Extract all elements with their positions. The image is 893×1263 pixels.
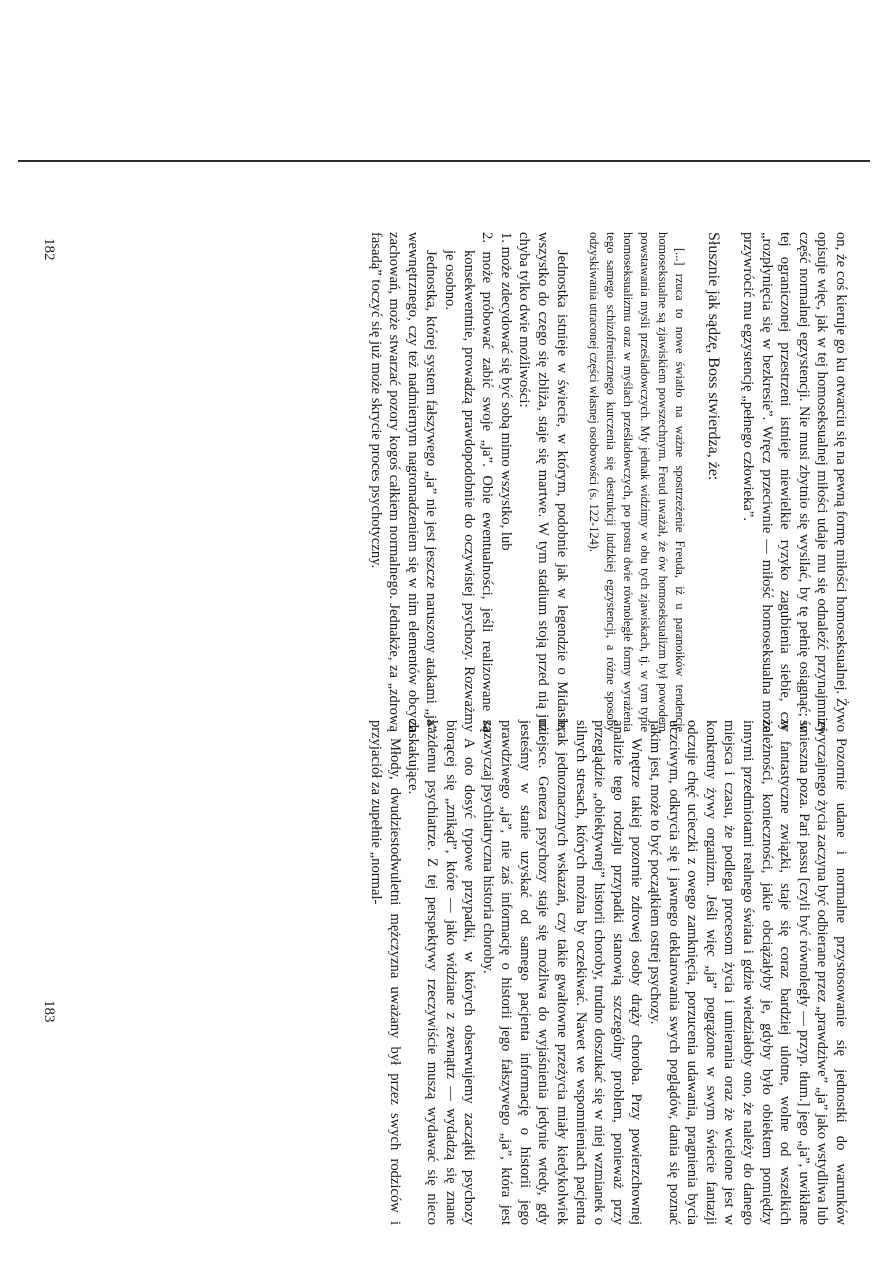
- left-lead-sentence: Słusznie jak sądzę, Boss stwierdza, że:: [705, 232, 723, 481]
- left-page-text: [70, 232, 850, 732]
- right-paragraph-4: Młody, dwudziestodwuletni mężczyzna uważany był przez swych rodziców i przyjaciół za zupełnie „normal-: [368, 720, 403, 1225]
- possibility-item-2: 2. może próbować zabić swoje „ja”. Obie ewentualności, jeśli realizowane są konsekwentnie, prowadzą prawdopodobnie do oczywistej psychozy. Rozważmy je osobno.: [442, 232, 496, 732]
- right-paragraph-2: Wnętrze takiej pozornie zdrowej osoby drąży choroba. Przy powierzchownej analizie tego rodzaju przypadki stanowią szczególny problem, ponieważ przy przeglądzie „obiektywnej” historii choroby, trudno doszukać się w niej wzmianek o silnych stresach, których można by oczekiwać. Nawet we wspomnieniach pacjenta brak jednoznacznych wskazań, czy takie gwałtowne przeżycia miały kiedykolwiek miejsce. Geneza psychozy staje się możliwa do wyjaśnienia jedynie wtedy, gdy jesteśmy w stanie uzyskać od samego pacjenta informację o historii jego prawdziwego „ja”, nie zaś informację o historii jego fałszywego „ja”, która jest zazwyczaj psychiatryczna historia choroby.: [479, 720, 645, 1225]
- left-paragraph-2: Jednostka istnieje w świecie, w którym, podobnie jak w legendzie o Midasie, wszystko do czego się zbliża, staje się martwe. W tym stadium stoją przed nią już chyba tylko dwie możliwości:: [516, 232, 570, 732]
- right-paragraph-3: A oto dosyć typowe przypadki, w których obserwujemy zaczątki psychozy biorącej się „znikąd”, które — jako widziane z zewnątrz — wydadzą się znane każdemu psychiatrze. Z tej perspektywy rzeczywiście muszą wydawać się nieco zaskakujące.: [405, 720, 478, 1225]
- page-number-left: 182: [41, 238, 57, 261]
- right-page-text: [70, 720, 850, 1225]
- possibilities-list: [440, 232, 514, 732]
- left-paragraph-1: on, że coś kieruje go ku otwarciu się na pewną formę miłości homoseksualnej. Żywo opisuje więc, jak w tej homoseksualnej miłości udaje mu się odnaleźć przynajmniej część normalnej egzystencji. Nie musi zbytnio się wysilać, by tę pełnię osiągnąć; w tej ograniczonej przestrzeni istnieje niewielkie ryzyko zagubienia siebie, czy „rozpłynięcia się w bezkresie”. Wręcz przeciwnie — miłość homoseksualna może przywrócić mu egzystencję „pełnego człowieka”.: [740, 232, 849, 732]
- page-number-right: 183: [41, 1000, 57, 1023]
- boss-quotation: [...] rzuca to nowe światło na ważne spostrzeżenie Freuda, iż u paranoików tendencje homoseksualne są zjawiskiem powszechnym. Freud uważał, że ów homoseksualizm był powodem powstawania myśli prześladowczych. My jednak widzimy w obu tych zjawiskach, tj. w tym typie homoseksualizmu oraz w myślach prześladowczych, po prostu dwie równoległe formy wyrażenia tego samego schizofrenicznego kurczenia się destrukcji ludzkiej egzystencji, a różne sposoby odzyskiwania utraconej części własnej osobowości (s. 122-124).: [586, 232, 687, 732]
- left-paragraph-3: Jednostka, której system fałszywego „ja” nie jest jeszcze naruszony atakami „ja” wewnętrznego, czy też nadmiernym nagromadzeniem się w nim elementów obcych zachowań, może stwarzać pozory kogoś całkiem normalnego. Jednakże, za „zdrową fasadą” toczyć się już może skrycie proces psychotyczny.: [367, 232, 440, 732]
- possibility-item-1: 1. może zdecydować się być sobą mimo wszystko, lub: [497, 232, 514, 551]
- right-paragraph-1: Pozornie udane i normalne przystosowanie się jednostki do warunków zwyczajnego życia zaczyna być odbierane przez „prawdziwe” „ja” jako wstydliwa lub śmieszna poza. Pari passu [czyli być równoległy — przyp. tłum.] jego „ja”, uwikłane w fantastyczne związki, staje się coraz bardziej ulotne, wolne od wszelkich zależności, konieczności, jakie obciążałyby je, gdyby było obiektem pomiędzy innymi przedmiotami realnego świata i gdzie wiedziałoby ono, że należy do danego miejsca i czasu, że podlega procesom życia i umierania oraz że wcielone jest w konkretny żywy organizm. Jeśli więc „ja” pogrążone w swym świecie fantazji odczuje chęć ucieczki z owego zamknięcia, porzucenia udawania, pragnienia bycia uczciwym, odkrycia się i jawnego deklarowania swych poglądów, dania się poznać jakim jest, może to być początkiem ostrej psychozy.: [647, 720, 849, 1225]
